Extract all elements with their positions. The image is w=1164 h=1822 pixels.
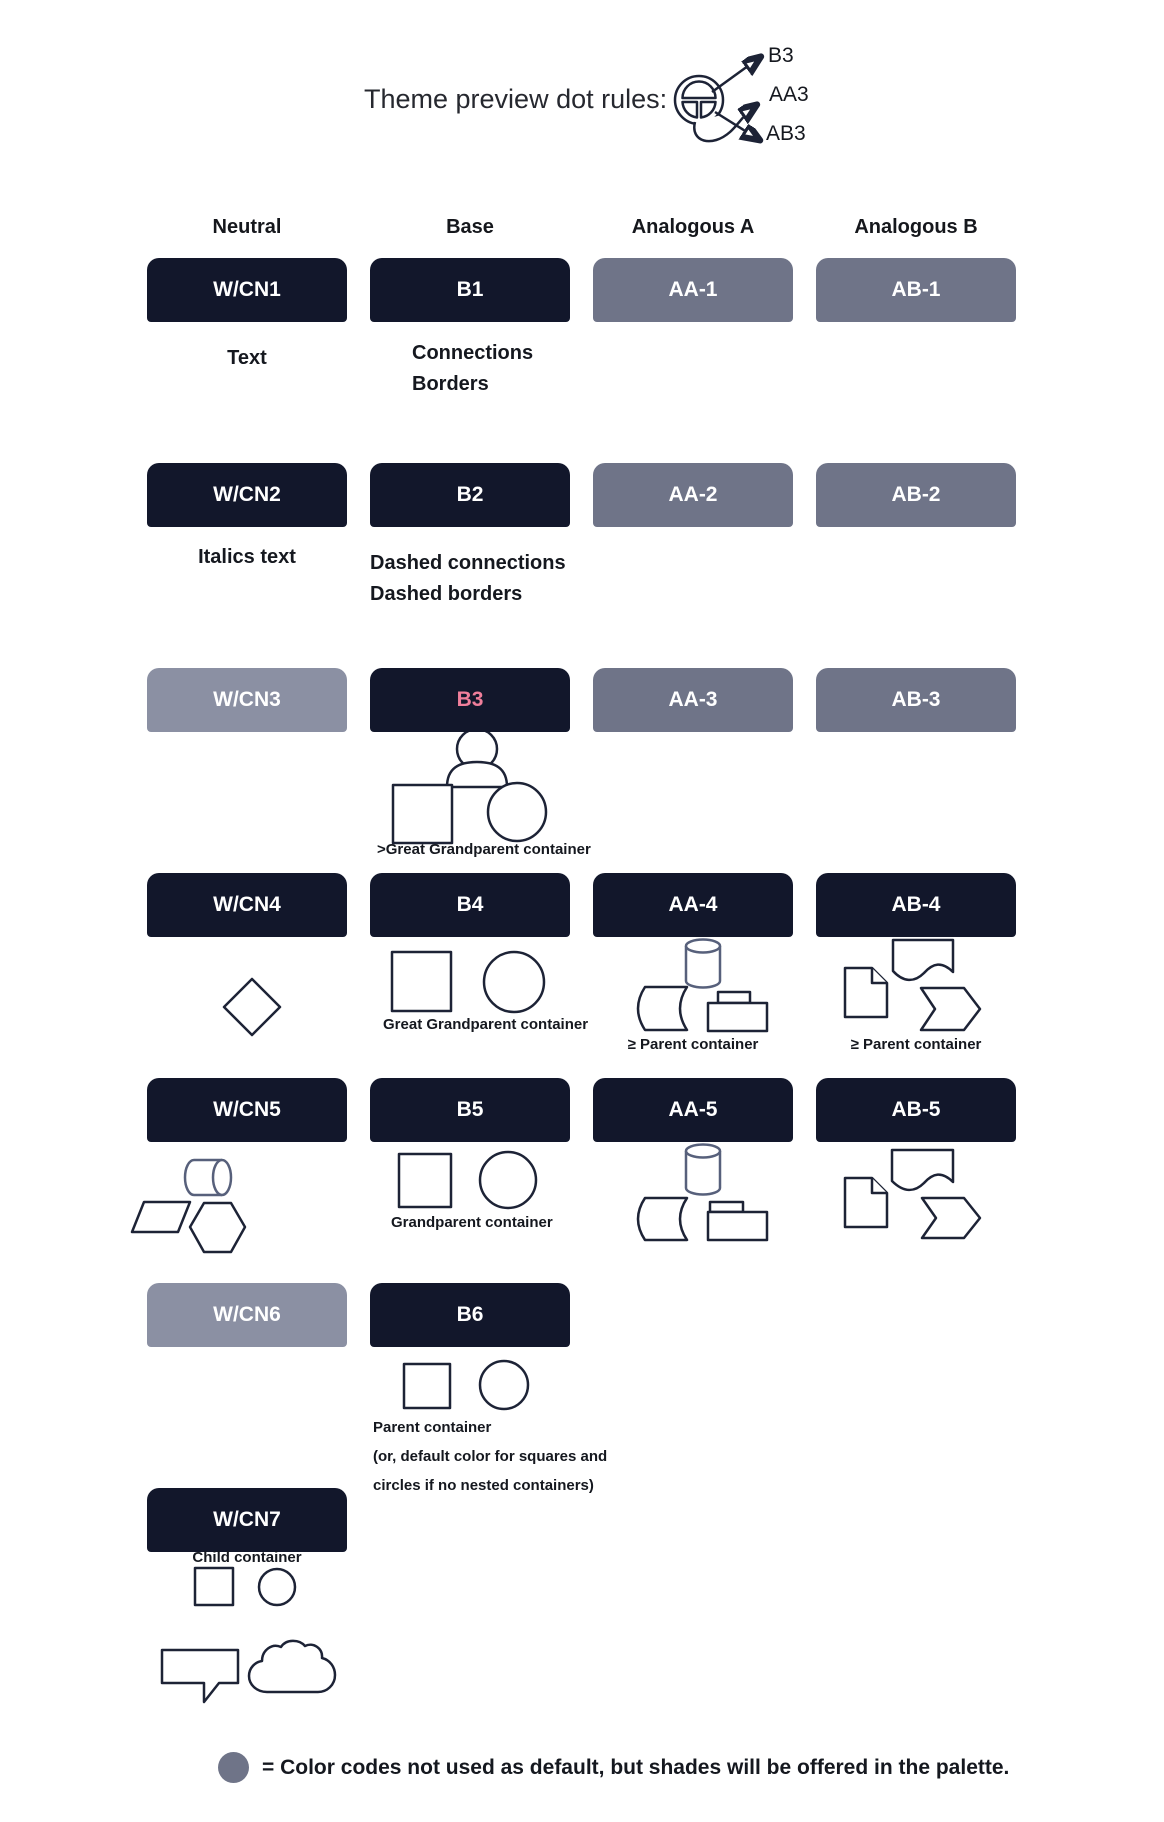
annotation-line: Dashed borders: [370, 583, 523, 605]
cylinder-top-icon: [686, 940, 720, 953]
document-icon: [845, 1178, 887, 1227]
document-fold-icon: [872, 1178, 887, 1193]
stored-data-icon: [638, 987, 687, 1030]
swatch-label: AB-1: [891, 278, 941, 301]
circle-icon: [484, 952, 544, 1012]
annotation-dashed: [370, 548, 566, 610]
annotation-parent-aa4: ≥ Parent container: [627, 1036, 759, 1053]
square-circle-icon: [385, 945, 550, 1020]
annotation-great-grandparent-gt: >Great Grandparent container: [377, 841, 591, 858]
square-icon: [392, 952, 451, 1011]
swatch-label: W/CN1: [213, 278, 281, 301]
speech-bubble-cloud-icon: [155, 1635, 345, 1710]
dot-label-aa3: AA3: [769, 83, 809, 106]
folder-tab-icon: [710, 1202, 743, 1212]
dot-label-ab3: AB3: [766, 122, 806, 145]
annotation-grandparent: Grandparent container: [391, 1214, 553, 1231]
document-fold-icon: [872, 968, 887, 983]
theme-preview-dot-graphic: [640, 35, 785, 160]
person-shoulders-icon: [447, 762, 507, 787]
swatch-label: AA-5: [668, 1098, 718, 1121]
wave-card-icon: [893, 940, 953, 980]
swatch-label: AB-4: [891, 893, 941, 916]
swatch-aa2: [593, 463, 793, 527]
square-icon: [195, 1568, 233, 1605]
swatch-label: B1: [456, 278, 484, 301]
annotation-line: (or, default color for squares and: [373, 1448, 608, 1465]
swatch-ab5: [816, 1078, 1016, 1142]
chevron-arrow-icon: [922, 1198, 980, 1238]
wave-card-icon: [892, 1150, 953, 1190]
swatch-b5: [370, 1078, 570, 1142]
swatch-label: W/CN3: [213, 688, 281, 711]
square-circle-icon: [395, 1355, 555, 1415]
circle-icon: [488, 783, 546, 841]
swatch-label: B3: [456, 688, 484, 711]
document-icon: [845, 968, 887, 1017]
arrow-to-b3: [712, 58, 759, 92]
legend-dot-icon: [218, 1752, 249, 1783]
swatch-label: W/CN6: [213, 1303, 281, 1326]
swatch-wcn1: [147, 258, 347, 322]
annotation-parent-ab4: ≥ Parent container: [850, 1036, 982, 1053]
cylinder-top-icon: [686, 1145, 720, 1158]
swatch-ab1: [816, 258, 1016, 322]
annotation-italics-text: Italics text: [198, 546, 296, 568]
swatch-label: W/CN4: [213, 893, 281, 916]
annotation-text: Text: [227, 347, 267, 369]
swatch-ab2: [816, 463, 1016, 527]
swatch-b1: [370, 258, 570, 322]
stored-data-icon: [638, 1198, 687, 1240]
folder-tab-icon: [718, 992, 750, 1003]
annotation-child-container: Child container: [192, 1549, 302, 1566]
cylinder-storeddata-folder-icon: [625, 1140, 775, 1245]
cloud-icon: [249, 1641, 335, 1692]
swatch-b4: [370, 873, 570, 937]
annotation-line: Dashed connections: [370, 552, 566, 574]
circle-icon: [480, 1152, 536, 1208]
swatch-label: AB-3: [891, 688, 941, 711]
document-wave-chevron-icon: [840, 1140, 990, 1245]
swatch-label: AA-2: [668, 483, 718, 506]
swatch-wcn6: [147, 1283, 347, 1347]
swatch-label: B5: [456, 1098, 484, 1121]
swatch-label: W/CN7: [213, 1508, 281, 1531]
square-circle-icon: [390, 1145, 550, 1215]
swatch-label: AA-1: [668, 278, 718, 301]
swatch-wcn4: [147, 873, 347, 937]
annotation-line: Connections: [412, 342, 534, 364]
annotation-parent-container: [373, 1413, 607, 1500]
swatch-b2: [370, 463, 570, 527]
legend-text: = Color codes not used as default, but shades will be offered in the palette.: [262, 1756, 1010, 1779]
cylinder-cap-icon: [213, 1160, 231, 1195]
swatch-label: W/CN2: [213, 483, 281, 506]
annotation-line: Parent container: [373, 1419, 492, 1436]
column-header-neutral: Neutral: [212, 216, 282, 238]
page-title: Theme preview dot rules:: [364, 84, 668, 114]
column-header-base: Base: [446, 216, 494, 238]
swatch-label: B6: [456, 1303, 484, 1326]
annotation-line: circles if no nested containers): [373, 1477, 594, 1494]
swatch-b3: [370, 668, 570, 732]
swatch-label: B4: [456, 893, 484, 916]
swatch-wcn2: [147, 463, 347, 527]
dot-label-b3: B3: [768, 44, 794, 67]
swatch-label: AB-2: [891, 483, 941, 506]
swatch-b6: [370, 1283, 570, 1347]
document-wave-chevron-icon: [840, 930, 990, 1038]
swatch-ab4: [816, 873, 1016, 937]
swatch-aa4: [593, 873, 793, 937]
annotation-line: Borders: [412, 373, 489, 395]
swatch-ab3: [816, 668, 1016, 732]
annotation-connections-borders: [412, 338, 533, 400]
column-header-analogous-b: Analogous B: [854, 216, 978, 238]
swatch-label: B2: [456, 483, 484, 506]
circle-icon: [259, 1569, 295, 1605]
swatch-label: W/CN5: [213, 1098, 281, 1121]
folder-body-icon: [708, 1003, 767, 1031]
swatch-wcn7: [147, 1488, 347, 1552]
cylinder-parallelogram-hexagon-icon: [128, 1145, 253, 1260]
square-circle-icon: [185, 1560, 300, 1615]
square-icon: [399, 1154, 451, 1207]
swatch-wcn3: [147, 668, 347, 732]
square-icon: [393, 785, 452, 843]
circle-icon: [480, 1361, 528, 1409]
column-header-analogous-a: Analogous A: [631, 216, 755, 238]
annotation-great-grandparent: Great Grandparent container: [383, 1016, 589, 1033]
diamond-icon: [222, 977, 282, 1037]
swatch-label: AA-3: [668, 688, 718, 711]
square-icon: [404, 1364, 450, 1408]
speech-bubble-icon: [162, 1650, 238, 1702]
person-square-circle-icon: [370, 722, 555, 852]
swatch-label: AA-4: [668, 893, 718, 916]
cylinder-storeddata-folder-icon: [625, 935, 775, 1035]
hexagon-icon: [190, 1203, 245, 1252]
swatch-label: AB-5: [891, 1098, 941, 1121]
parallelogram-icon: [132, 1202, 190, 1232]
chevron-arrow-icon: [921, 988, 980, 1030]
swatch-aa1: [593, 258, 793, 322]
swatch-aa5: [593, 1078, 793, 1142]
swatch-wcn5: [147, 1078, 347, 1142]
swatch-aa3: [593, 668, 793, 732]
folder-body-icon: [708, 1212, 767, 1240]
